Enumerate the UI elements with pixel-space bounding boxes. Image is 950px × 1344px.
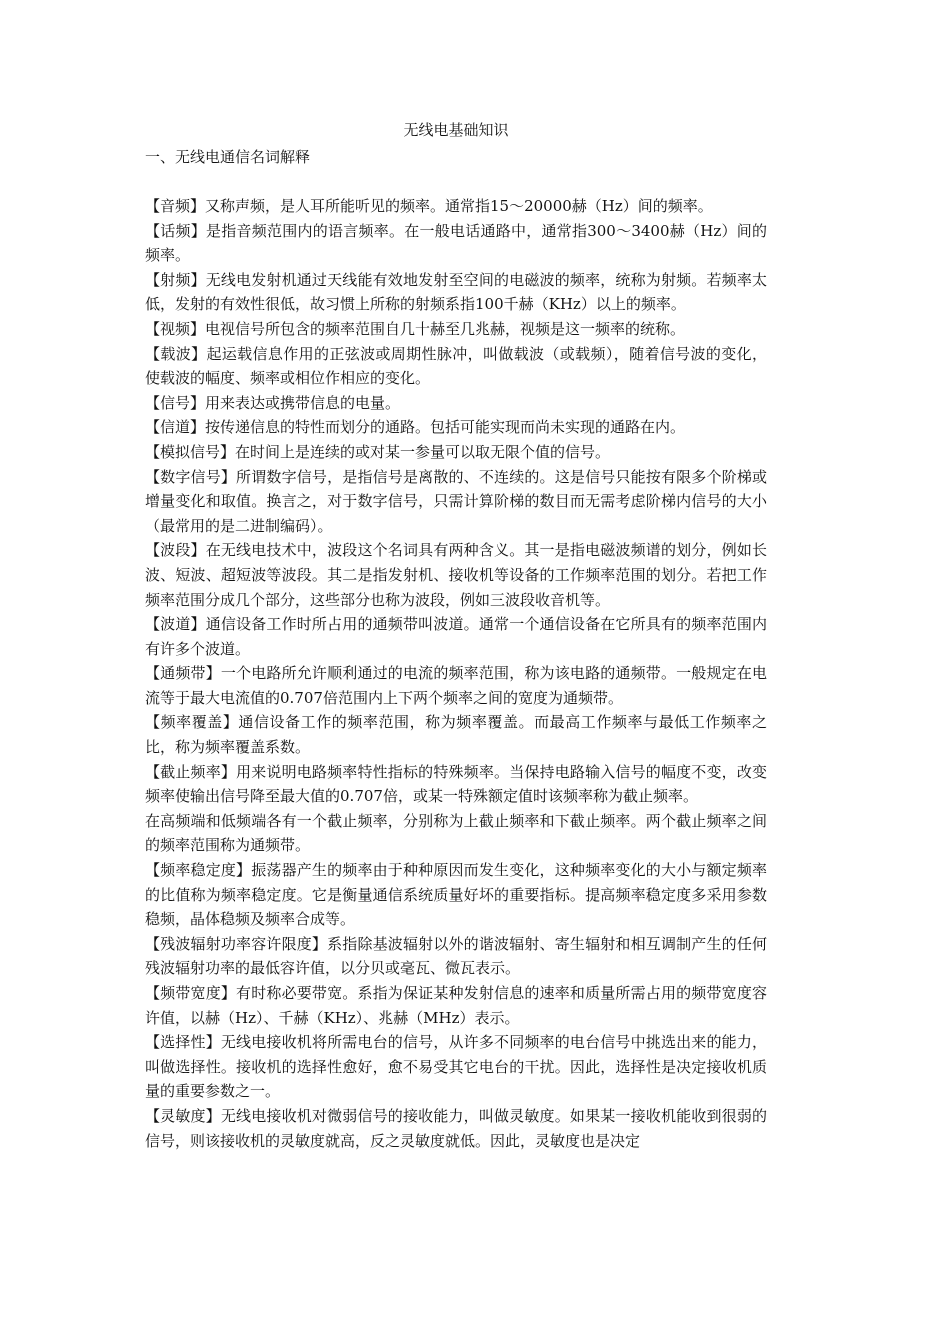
paragraph-cutoff-frequency: 【截止频率】用来说明电路频率特性指标的特殊频率。当保持电路输入信号的幅度不变，改变频率使输出信号降至最大值的0.707倍，或某一特殊额定值时该频率称为截止频率。: [145, 762, 767, 806]
paragraph-sensitivity: 【灵敏度】无线电接收机对微弱信号的接收能力，叫做灵敏度。如果某一接收机能收到很弱的信号，则该接收机的灵敏度就高，反之灵敏度就低。因此，灵敏度也是决定: [145, 1106, 767, 1150]
paragraph-band: 【波段】在无线电技术中，波段这个名词具有两种含义。其一是指电磁波频谱的划分，例如长波、短波、超短波等波段。其二是指发射机、接收机等设备的工作频率范围的划分。若把工作频率范围分成几个部分，这些部分也称为波段，例如三波段收音机等。: [145, 541, 767, 609]
paragraph-cutoff-note: 在高频端和低频端各有一个截止频率，分别称为上截止频率和下截止频率。两个截止频率之间的频率范围称为通频带。: [145, 811, 767, 855]
paragraph-spurious-emission: 【残波辐射功率容许限度】系指除基波辐射以外的谐波辐射、寄生辐射和相互调制产生的任何残波辐射功率的最低容许值，以分贝或毫瓦、微瓦表示。: [145, 934, 767, 978]
paragraph-passband: 【通频带】一个电路所允许顺利通过的电流的频率范围，称为该电路的通频带。一般规定在电流等于最大电流值的0.707倍范围内上下两个频率之间的宽度为通频带。: [145, 664, 767, 707]
paragraph-signal: 【信号】用来表达或携带信息的电量。: [145, 393, 401, 412]
paragraph-digital-signal: 【数字信号】所谓数字信号，是指信号是离散的、不连续的。这是信号只能按有限多个阶梯或增量变化和取值。换言之，对于数字信号，只需计算阶梯的数目而无需考虑阶梯内信号的大小（最常用的是二进制编码）。: [145, 467, 767, 535]
blank-line: [145, 169, 767, 194]
paragraph-radio-frequency: 【射频】无线电发射机通过天线能有效地发射至空间的电磁波的频率，统称为射频。若频率太低，发射的有效性很低，故习惯上所称的射频系指100千赫（KHz）以上的频率。: [145, 270, 767, 314]
paragraph-frequency-stability: 【频率稳定度】振荡器产生的频率由于种种原因而发生变化，这种频率变化的大小与额定频率的比值称为频率稳定度。它是衡量通信系统质量好坏的重要指标。提高频率稳定度多采用参数稳频，晶体稳频及频率合成等。: [145, 861, 767, 929]
paragraph-wave-channel: 【波道】通信设备工作时所占用的通频带叫波道。通常一个通信设备在它所具有的频率范围内有许多个波道。: [145, 615, 767, 658]
paragraph-frequency-coverage: 【频率覆盖】通信设备工作的频率范围，称为频率覆盖。而最高工作频率与最低工作频率之比，称为频率覆盖系数。: [145, 713, 767, 757]
paragraph-channel: 【信道】按传递信息的特性而划分的通路。包括可能实现而尚未实现的通路在内。: [145, 418, 686, 437]
paragraph-voice-frequency: 【话频】是指音频范围内的语言频率。在一般电话通路中，通常指300～3400赫（Hz）间的频率。: [145, 221, 767, 265]
document-body: [145, 116, 767, 1153]
paragraph-carrier: 【载波】起运载信息作用的正弦波或周期性脉冲，叫做载波（或载频），随着信号波的变化，使载波的幅度、频率或相位作相应的变化。: [145, 344, 767, 388]
paragraph-video-frequency: 【视频】电视信号所包含的频率范围自几十赫至几兆赫，视频是这一频率的统称。: [145, 319, 686, 338]
paragraph-selectivity: 【选择性】无线电接收机将所需电台的信号，从许多不同频率的电台信号中挑选出来的能力，叫做选择性。接收机的选择性愈好，愈不易受其它电台的干扰。因此，选择性是决定接收机质量的重要参数之一。: [145, 1033, 767, 1101]
paragraph-audio-frequency: 【音频】又称声频，是人耳所能听见的频率。通常指15～20000赫（Hz）间的频率。: [145, 197, 713, 215]
paragraph-analog-signal: 【模拟信号】在时间上是连续的或对某一参量可以取无限个值的信号。: [145, 442, 611, 461]
document-title: 无线电基础知识: [403, 121, 509, 139]
section-heading: 一、无线电通信名词解释: [145, 148, 311, 166]
paragraph-bandwidth: 【频带宽度】有时称必要带宽。系指为保证某种发射信息的速率和质量所需占用的频带宽度容许值，以赫（Hz）、千赫（KHz）、兆赫（MHz）表示。: [145, 984, 767, 1027]
